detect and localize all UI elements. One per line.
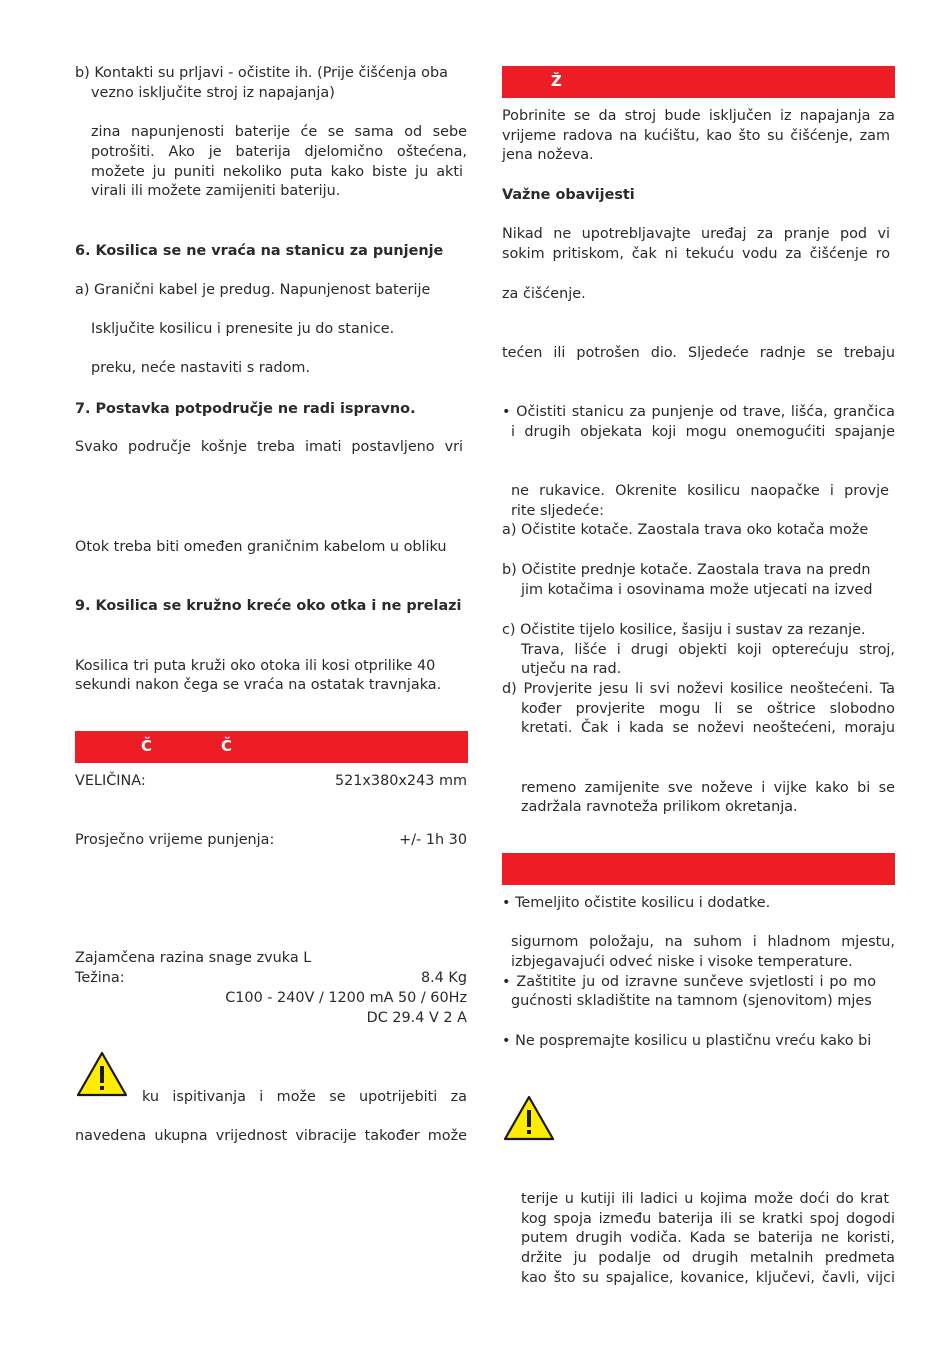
warning-icon (75, 1050, 129, 1098)
paragraph-6-continue: preku, neće nastaviti s radom. (91, 360, 311, 376)
bullet-plastic-bag: • Ne pospremajte kosilicu u plastičnu vreću kako bi (502, 1033, 872, 1049)
heading-6: 6. Kosilica se ne vraća na stanicu za punjenje (75, 243, 444, 259)
heading-important: Važne obavijesti (502, 187, 635, 203)
spec-output: DC 29.4 V 2 A (366, 1010, 467, 1026)
paragraph-cleaning: za čišćenje. (502, 286, 586, 302)
item-b-line2: jim kotačima i osovinama može utjecati na izved (521, 582, 873, 598)
paragraph-never-line1: Nikad ne upotrebljavajte uređaj za pranje pod vi (502, 226, 890, 242)
paragraph-battery-line2: kog spoja između baterija ili se kratki spoj dogodi (521, 1211, 895, 1227)
spec-charge-value: +/- 1h 30 (399, 832, 467, 848)
paragraph-vibration-line1: ku ispitivanja i može se upotrijebiti za (142, 1089, 467, 1105)
battery-paragraph-line4: virali ili možete zamijeniti bateriju. (91, 183, 341, 199)
bullet-sunlight-line2: gućnosti skladištite na tamnom (sjenovitom) mjes (511, 993, 872, 1009)
section-bar-letter: Č (141, 737, 153, 755)
paragraph-battery-line5: kao što su spajalice, kovanice, ključevi, čavli, vijci (521, 1270, 895, 1286)
item-d-line2: kođer provjerite mogu li se oštrice slobodno (521, 701, 895, 717)
item-b-line1: b) Očistite prednje kotače. Zaostala trava na predn (502, 562, 871, 578)
bullet-clean-station-line2: i drugih objekata koji mogu onemogućiti spajanje (511, 424, 895, 440)
paragraph-battery-line1: terije u kutiji ili ladici u kojima može doći do krat (521, 1191, 889, 1207)
paragraph-safe-place-line1: sigurnom položaju, na suhom i hladnom mjestu, (511, 934, 895, 950)
spec-sound-label: Zajamčena razina snage zvuka L (75, 950, 312, 966)
bullet-clean-station-line1: • Očistiti stanicu za punjenje od trave, lišća, grančica (502, 404, 895, 420)
paragraph-island: Otok treba biti omeđen graničnim kabelom u obliku (75, 539, 447, 555)
item-a-wheels: a) Očistite kotače. Zaostala trava oko kotača može (502, 522, 869, 538)
paragraph-power-line2: vrijeme radova na kućištu, kao što su čišćenje, zam (502, 128, 890, 144)
item-d-line1: d) Provjerite jesu li svi noževi kosilice neoštećeni. Ta (502, 681, 895, 697)
battery-paragraph-line1: zina napunjenosti baterije će se sama od sebe (91, 124, 467, 140)
paragraph-replace-line1: remeno zamijenite sve noževe i vijke kako bi se (521, 780, 895, 796)
heading-7: 7. Postavka potpodručje ne radi ispravno. (75, 401, 416, 417)
item-c-line2: Trava, lišće i drugi objekti koji opterećuju stroj, (521, 642, 895, 658)
item-d-line3: kretati. Čak i kada se noževi neoštećeni, moraju (521, 720, 895, 736)
paragraph-battery-line3: putem drugih vodiča. Kada se baterija ne koristi, (521, 1230, 895, 1246)
section-bar-letter: Ž (551, 72, 562, 90)
paragraph-gloves-line2: rite sljedeće: (511, 503, 604, 519)
warning-icon (502, 1094, 556, 1142)
spec-size-label: VELIČINA: (75, 773, 146, 789)
paragraph-safe-place-line2: izbjegavajući odveć niske i visoke temperature. (511, 954, 853, 970)
spec-charge-label: Prosječno vrijeme punjenja: (75, 832, 275, 848)
paragraph-worn-part: tećen ili potrošen dio. Sljedeće radnje se trebaju (502, 345, 895, 361)
section-bar-maintenance (502, 66, 895, 98)
section-bar-storage (502, 853, 895, 885)
spec-weight-label: Težina: (75, 970, 125, 986)
item-c-line3: utječu na rad. (521, 661, 622, 677)
battery-paragraph-line3: možete ju puniti nekoliko puta kako biste ju akti (91, 164, 463, 180)
paragraph-9-line2: sekundi nakon čega se vraća na ostatak travnjaka. (75, 677, 442, 693)
battery-paragraph-line2: potrošiti. Ako je baterija djelomično oštećena, (91, 144, 467, 160)
paragraph-never-line2: sokim pritiskom, čak ni tekuću vodu za čišćenje ro (502, 246, 890, 262)
paragraph-power-line1: Pobrinite se da stroj bude isključen iz napajanja za (502, 108, 895, 124)
paragraph-9-line1: Kosilica tri puta kruži oko otoka ili kosi otprilike 40 (75, 658, 436, 674)
paragraph-6-switch-off: Isključite kosilicu i prenesite ju do stanice. (91, 321, 395, 337)
paragraph-6a: a) Granični kabel je predug. Napunjenost baterije (75, 282, 431, 298)
paragraph-power-line3: jena noževa. (502, 147, 594, 163)
bullet-clean-mower: • Temeljito očistite kosilicu i dodatke. (502, 895, 771, 911)
paragraph-b-line1: b) Kontakti su prljavi - očistite ih. (Prije čišćenja oba (75, 65, 448, 81)
section-bar-specifications (75, 731, 468, 763)
spec-weight-value: 8.4 Kg (420, 970, 467, 986)
paragraph-replace-line2: zadržala ravnoteža prilikom okretanja. (521, 799, 798, 815)
paragraph-battery-line4: držite ju podalje od drugih metalnih predmeta (521, 1250, 895, 1266)
paragraph-7: Svako područje košnje treba imati postavljeno vri (75, 439, 463, 455)
item-c-line1: c) Očistite tijelo kosilice, šasiju i sustav za rezanje. (502, 622, 866, 638)
paragraph-vibration-line2: navedena ukupna vrijednost vibracije također može (75, 1128, 467, 1144)
paragraph-gloves-line1: ne rukavice. Okrenite kosilicu naopačke i provje (511, 483, 889, 499)
heading-9: 9. Kosilica se kružno kreće oko otka i ne prelazi (75, 598, 462, 614)
spec-input: C100 - 240V / 1200 mA 50 / 60Hz (225, 990, 467, 1006)
bullet-sunlight-line1: • Zaštitite ju od izravne sunčeve svjetlosti i po mo (502, 974, 876, 990)
paragraph-b-line2: vezno isključite stroj iz napajanja) (91, 85, 335, 101)
spec-size-value: 521x380x243 mm (334, 773, 467, 789)
section-bar-letter: Č (221, 737, 233, 755)
